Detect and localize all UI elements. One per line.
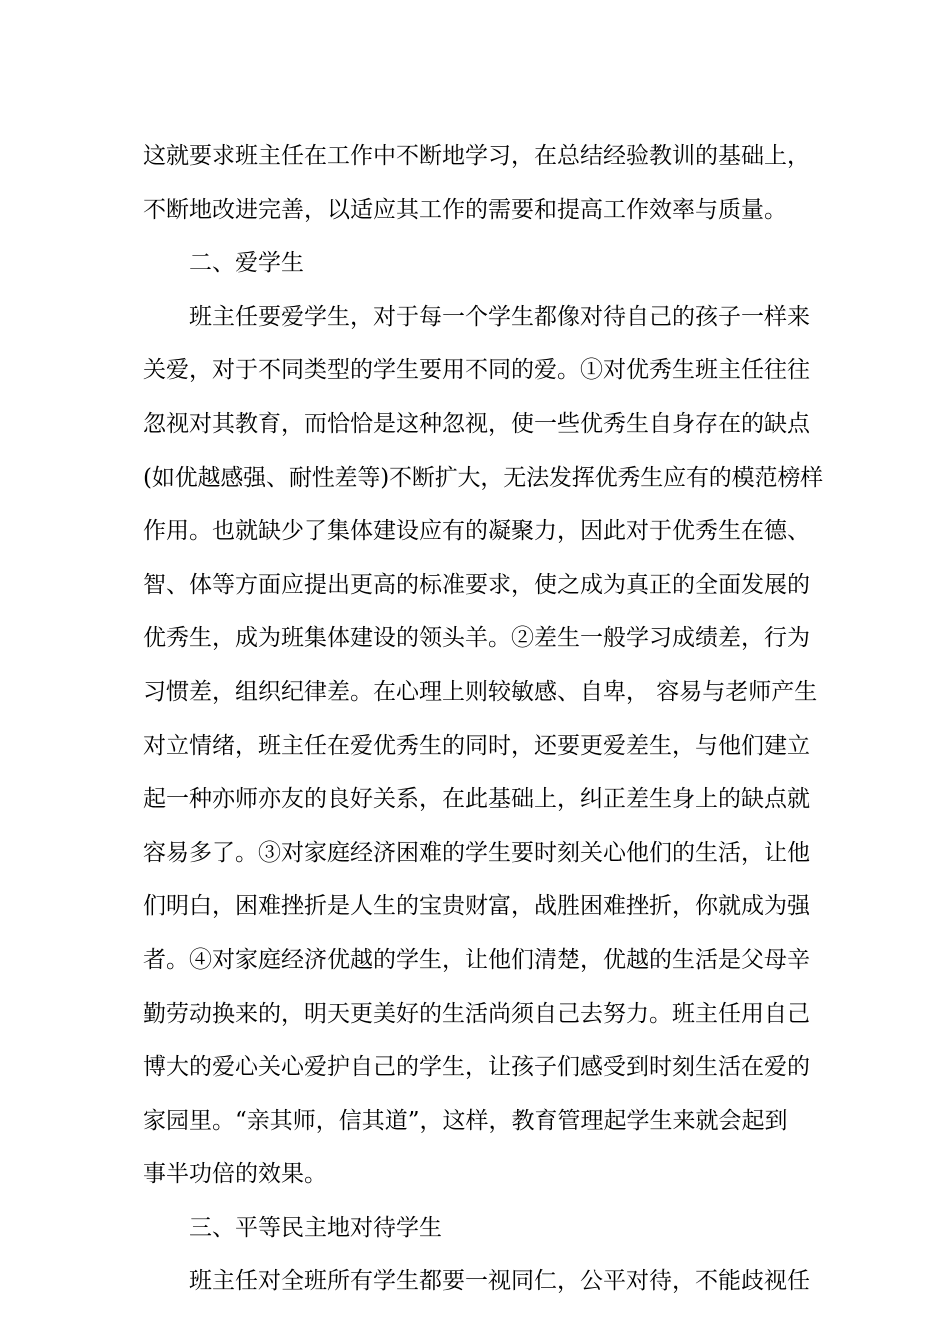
text-line: 容易多了。③对家庭经济困难的学生要时刻关心他们的生活，让他 — [143, 839, 810, 866]
body-text — [143, 130, 823, 1309]
text-line: 优秀生，成为班集体建设的领头羊。②差生一般学习成绩差，行为 — [143, 625, 810, 652]
text-line: 事半功倍的效果。 — [143, 1161, 327, 1188]
text-line: 作用。也就缺少了集体建设应有的凝聚力，因此对于优秀生在德、 — [143, 518, 810, 545]
text-line: 者。④对家庭经济优越的学生，让他们清楚，优越的生活是父母辛 — [143, 946, 810, 973]
text-line: 勤劳动换来的，明天更美好的生活尚须自己去努力。班主任用自己 — [143, 1000, 810, 1027]
paragraph-start-line: 班主任要爱学生，对于每一个学生都像对待自己的孩子一样来 — [189, 303, 810, 330]
text-line: 这就要求班主任在工作中不断地学习，在总结经验教训的基础上， — [143, 143, 810, 169]
text-line: 家园里。“亲其师，信其道”，这样，教育管理起学生来就会起到 — [143, 1107, 788, 1134]
text-line: 们明白，困难挫折是人生的宝贵财富，战胜困难挫折，你就成为强 — [143, 893, 810, 920]
text-line: 对立情绪，班主任在爱优秀生的同时，还要更爱差生，与他们建立 — [143, 732, 810, 759]
text-line: 习惯差，组织纪律差。在心理上则较敏感、自卑， 容易与老师产生 — [143, 678, 818, 705]
text-line: 智、体等方面应提出更高的标准要求，使之成为真正的全面发展的 — [143, 571, 810, 598]
paragraph-start-line: 三、平等民主地对待学生 — [189, 1214, 442, 1241]
paragraph-start-line: 二、爱学生 — [189, 250, 304, 277]
text-line: 博大的爱心关心爱护自己的学生，让孩子们感受到时刻生活在爱的 — [143, 1054, 810, 1081]
text-line: 不断地改进完善，以适应其工作的需要和提高工作效率与质量。 — [143, 196, 787, 223]
text-line: 起一种亦师亦友的良好关系，在此基础上，纠正差生身上的缺点就 — [143, 786, 810, 813]
text-line: 忽视对其教育，而恰恰是这种忽视，使一些优秀生自身存在的缺点 — [143, 410, 810, 437]
paragraph-start-line: 班主任对全班所有学生都要一视同仁，公平对待，不能歧视任 — [189, 1268, 810, 1295]
text-line: 关爱，对于不同类型的学生要用不同的爱。①对优秀生班主任往往 — [143, 357, 810, 384]
text-line: (如优越感强、耐性差等)不断扩大，无法发挥优秀生应有的模范榜样 — [143, 464, 823, 491]
